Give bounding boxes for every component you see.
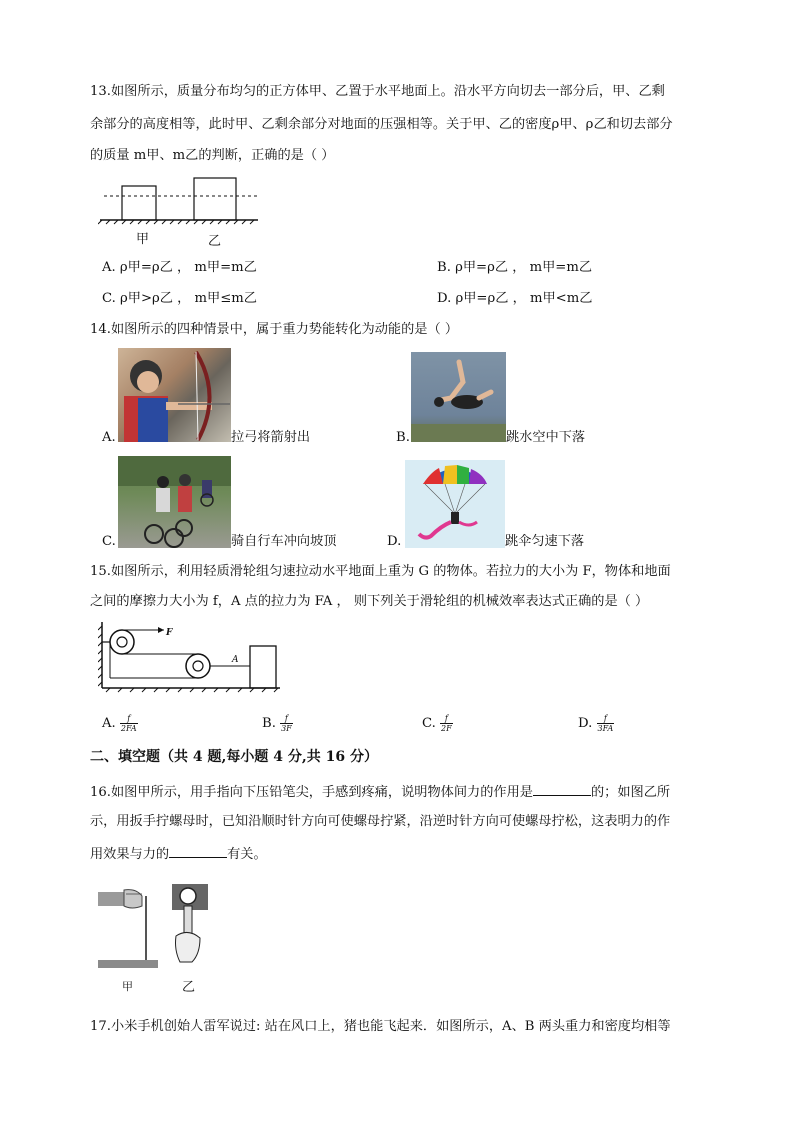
q15-option-d-letter: D. [578, 716, 593, 731]
q16-blank-1 [533, 781, 591, 796]
q15-option-a-num: f [120, 714, 138, 724]
q15-option-a [102, 714, 138, 734]
q15-label-a: A [232, 655, 239, 665]
q17-stem-line1: 17.小米手机创始人雷军说过: 站在风口上，猪也能飞起来．如图所示，A、B 两头重力和密度均相等 [90, 1019, 671, 1034]
q14-option-a-text: 拉弓将箭射出 [231, 430, 311, 445]
q13-stem-line1: 13.如图所示，质量分布均匀的正方体甲、乙置于水平地面上。沿水平方向切去一部分后，甲、乙剩 [90, 84, 665, 99]
q13-stem-line2: 余部分的高度相等，此时甲、乙剩余部分对地面的压强相等。关于甲、乙的密度ρ甲、ρ乙和切去部分 [90, 117, 673, 132]
q14-option-b-letter: B. [396, 430, 410, 445]
q14-stem: 14.如图所示的四种情景中，属于重力势能转化为动能的是（ ） [90, 322, 459, 337]
q15-option-d-num: f [597, 714, 615, 724]
q15-option-b-letter: B. [262, 716, 276, 731]
q13-cubes-figure [98, 172, 268, 252]
q16-blank-2 [169, 843, 227, 858]
q14-option-d-letter: D. [387, 534, 402, 549]
q14-option-c-text: 骑自行车冲向坡顶 [231, 534, 337, 549]
q15-option-b-num: f [280, 714, 293, 724]
q15-option-c [422, 714, 453, 734]
q13-option-a: A. ρ甲=ρ乙 ， m甲=m乙 [102, 260, 257, 275]
q15-option-b-den: 3F [281, 724, 292, 733]
q13-label-jia: 甲 [136, 232, 150, 247]
q14-option-b-text: 跳水空中下落 [506, 430, 586, 445]
q15-option-c-num: f [440, 714, 453, 724]
q15-stem-line1: 15.如图所示，利用轻质滑轮组匀速拉动水平地面上重为 G 的物体。若拉力的大小为 F，物体和地面 [90, 564, 671, 579]
q16-stem-line2: 示，用扳手拧螺母时，已知沿顺时针方向可使螺母拧紧，沿逆时针方向可使螺母拧松，这表明力的作 [90, 814, 671, 829]
q16-line1-part-b: 的；如图乙所 [590, 785, 671, 800]
q15-option-d [578, 714, 614, 734]
q15-option-c-den: 2F [441, 724, 452, 733]
q14-diver-photo [411, 352, 506, 442]
q15-option-b [262, 714, 293, 734]
q15-label-f: F [166, 628, 173, 638]
q15-stem-line2-text: 之间的摩擦力大小为 f，A 点的拉力为 FA ， 则下列关于滑轮组的机械效率表达式正确的是（ ） [90, 594, 649, 609]
q15-option-a-letter: A. [102, 716, 116, 731]
q14-archer-photo [118, 348, 231, 442]
q13-option-c: C. ρ甲>ρ乙 ， m甲≤m乙 [102, 291, 257, 306]
q15-option-b-fraction [280, 714, 293, 733]
q15-option-a-den: 2FA [120, 724, 137, 733]
q16-label-yi: 乙 [182, 980, 196, 995]
q14-parachute-photo [405, 460, 505, 548]
q13-label-yi: 乙 [208, 234, 222, 249]
q13-option-d: D. ρ甲=ρ乙 ， m甲<m乙 [437, 291, 593, 306]
q14-option-a-letter: A. [102, 430, 116, 445]
q15-pulley-figure [98, 620, 283, 696]
q16-line3-part-a: 用效果与力的 [90, 847, 170, 862]
q15-option-a-fraction [120, 714, 138, 733]
q15-option-c-letter: C. [422, 716, 436, 731]
q15-option-c-fraction [440, 714, 453, 733]
q16-label-jia: 甲 [122, 980, 133, 993]
q14-option-d-text: 跳伞匀速下落 [505, 534, 585, 549]
q14-option-c-letter: C. [102, 534, 116, 549]
q15-option-d-fraction [597, 714, 615, 733]
q15-option-d-den: 3FA [597, 724, 614, 733]
q14-cyclists-photo [118, 456, 231, 548]
q16-line3-part-b: 有关。 [227, 847, 267, 862]
q16-stem-line3 [90, 843, 267, 865]
q15-stem-line2 [90, 592, 648, 612]
q16-stem-line1 [90, 781, 670, 803]
section-2-heading: 二、填空题（共 4 题,每小题 4 分,共 16 分） [90, 749, 378, 765]
q13-option-b: B. ρ甲=ρ乙 ， m甲=m乙 [437, 260, 593, 275]
q16-line1-part-a: 16.如图甲所示，用手指向下压铅笔尖，手感到疼痛，说明物体间力的作用是 [90, 785, 533, 800]
q13-stem-line3: 的质量 m甲、m乙的判断，正确的是（ ） [90, 148, 335, 163]
q16-figure [96, 880, 216, 980]
